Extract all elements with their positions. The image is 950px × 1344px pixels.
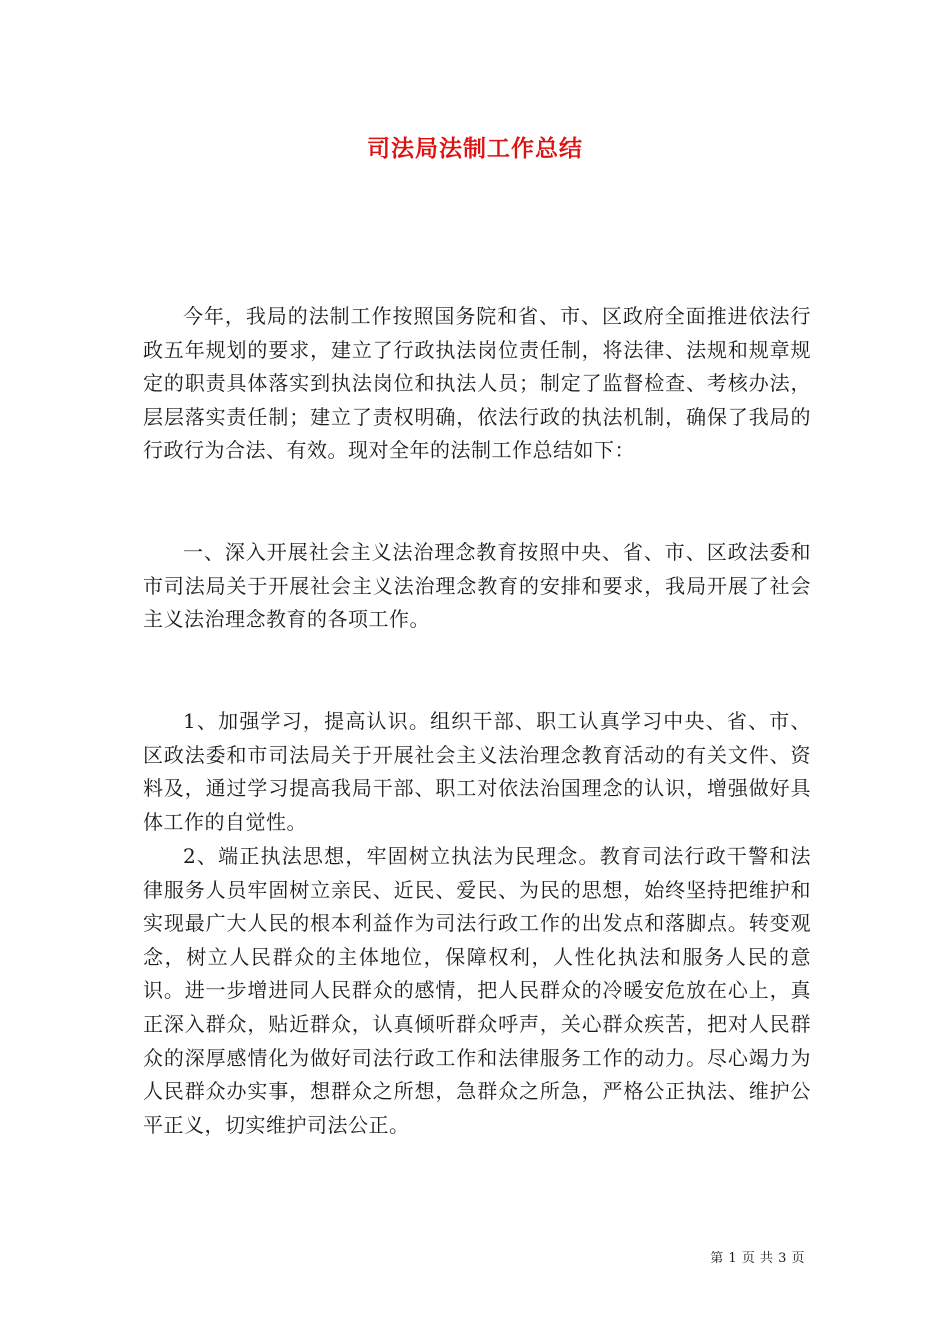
page-number: 第 1 页 共 3 页	[710, 1251, 805, 1266]
paragraph-intro: 今年，我局的法制工作按照国务院和省、市、区政府全面推进依法行政五年规划的要求，建立了行政执法岗位责任制，将法律、法规和规章规定的职责具体落实到执法岗位和执法人员；制定了监督检查、考核办法，层层落实责任制；建立了责权明确，依法行政的执法机制，确保了我局的行政行为合法、有效。现对全年的法制工作总结如下：	[143, 304, 811, 463]
paragraph-item-1: 1、加强学习，提高认识。组织干部、职工认真学习中央、省、市、区政法委和市司法局关于开展社会主义法治理念教育活动的有关文件、资料及，通过学习提高我局干部、职工对依法治国理念的认识，增强做好具体工作的自觉性。	[143, 709, 811, 834]
paragraph-section-1: 一、深入开展社会主义法治理念教育按照中央、省、市、区政法委和市司法局关于开展社会主义法治理念教育的安排和要求，我局开展了社会主义法治理念教育的各项工作。	[143, 540, 811, 632]
paragraph-item-2: 2、端正执法思想，牢固树立执法为民理念。教育司法行政干警和法律服务人员牢固树立亲民、近民、爱民、为民的思想，始终坚持把维护和实现最广大人民的根本利益作为司法行政工作的出发点和落脚点。转变观念，树立人民群众的主体地位，保障权利，人性化执法和服务人民的意识。进一步增进同人民群众的感情，把人民群众的冷暖安危放在心上，真正深入群众，贴近群众，认真倾听群众呼声，关心群众疾苦，把对人民群众的深厚感情化为做好司法行政工作和法律服务工作的动力。尽心竭力为人民群众办实事，想群众之所想，急群众之所急，严格公正执法、维护公平正义，切实维护司法公正。	[143, 844, 811, 1137]
page-title: 司法局法制工作总结	[367, 135, 583, 162]
